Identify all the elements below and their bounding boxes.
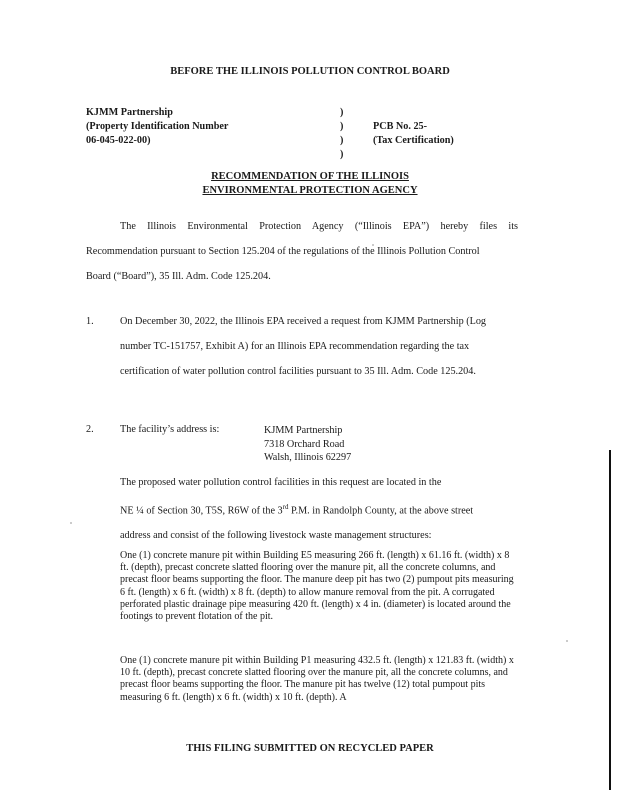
caption-separators	[340, 106, 343, 162]
location-line-part: P.M. in Randolph County, at the above street	[288, 505, 474, 517]
separator: )	[340, 121, 344, 132]
petitioner-name: KJMM Partnership	[86, 107, 173, 118]
intro-line: The Illinois Environmental Protection Agency (“Illinois EPA”) hereby files its	[120, 221, 518, 232]
recycled-paper-footer: THIS FILING SUBMITTED ON RECYCLED PAPER	[186, 743, 434, 754]
para1-line: certification of water pollution control facilities pursuant to 35 Ill. Adm. Code 125.204.	[120, 366, 476, 377]
location-line	[120, 495, 518, 523]
para1-text	[120, 309, 518, 384]
para1-number: 1.	[86, 316, 94, 327]
case-type: (Tax Certification)	[373, 135, 454, 146]
scan-speck	[372, 244, 374, 246]
separator: )	[340, 107, 344, 118]
structure-building-e5: One (1) concrete manure pit within Building E5 measuring 266 ft. (length) x 61.16 ft. (width) x 8 ft. (depth), precast concrete slatted flooring over the manure pit, all the concrete columns, and precast floor beams supporting the floor. The manure deep pit has two (2) pumpout pits measuring 6 ft. (length) x 6 ft. (width) x 8 ft. (depth) to allow manure removal from the pit. A corrugated perforated plastic drainage pipe measuring 420 ft. (length) x 4 in. (diameter) is located around the footings to prevent flotation of the pit.	[120, 550, 514, 623]
location-line: The proposed water pollution control facilities in this request are located in the	[120, 477, 442, 488]
property-id-number: 06-045-022-00)	[86, 135, 151, 146]
para2-number: 2.	[86, 424, 94, 435]
para1-line: number TC-151757, Exhibit A) for an Illinois EPA recommendation regarding the tax	[120, 341, 470, 352]
intro-paragraph	[86, 214, 518, 289]
structure-building-p1: One (1) concrete manure pit within Building P1 measuring 432.5 ft. (length) x 121.83 ft. (width) x 10 ft. (depth), precast concrete slatted flooring over the manure pit, all the concrete columns, and precast floor beams supporting the floor. The manure pit has twelve (12) total pumpout pits measuring 6 ft. (length) x 6 ft. (width) x 10 ft. (depth). A	[120, 655, 514, 703]
facility-address	[264, 424, 351, 465]
separator: )	[340, 149, 344, 160]
petitioner-block	[86, 106, 228, 148]
case-number-block	[373, 120, 454, 148]
intro-line: Recommendation pursuant to Section 125.204 of the regulations of the Illinois Pollution Control	[86, 246, 480, 257]
document-title	[0, 170, 620, 198]
location-line-part: NE ¼ of Section 30, T5S, R6W of the 3	[120, 505, 283, 517]
case-number: PCB No. 25-	[373, 121, 428, 132]
ordinal-suffix: rd	[282, 503, 289, 511]
intro-line: Board (“Board”), 35 Ill. Adm. Code 125.204.	[86, 271, 271, 282]
address-line: KJMM Partnership	[264, 425, 343, 436]
address-line: 7318 Orchard Road	[264, 438, 345, 450]
board-heading: BEFORE THE ILLINOIS POLLUTION CONTROL BOARD	[170, 66, 450, 77]
scan-speck	[566, 640, 568, 642]
scan-speck	[70, 522, 72, 524]
location-line: address and consist of the following livestock waste management structures:	[120, 530, 432, 542]
address-label: The facility’s address is:	[120, 424, 220, 435]
property-id-label: (Property Identification Number	[86, 121, 229, 132]
document-title-line2: ENVIRONMENTAL PROTECTION AGENCY	[202, 185, 418, 196]
separator: )	[340, 135, 344, 146]
document-title-line1: RECOMMENDATION OF THE ILLINOIS	[211, 171, 409, 182]
para1-line: On December 30, 2022, the Illinois EPA received a request from KJMM Partnership (Log	[120, 316, 487, 327]
location-description	[120, 470, 518, 548]
address-line: Walsh, Illinois 62297	[264, 452, 352, 463]
scan-edge-line	[609, 450, 611, 790]
